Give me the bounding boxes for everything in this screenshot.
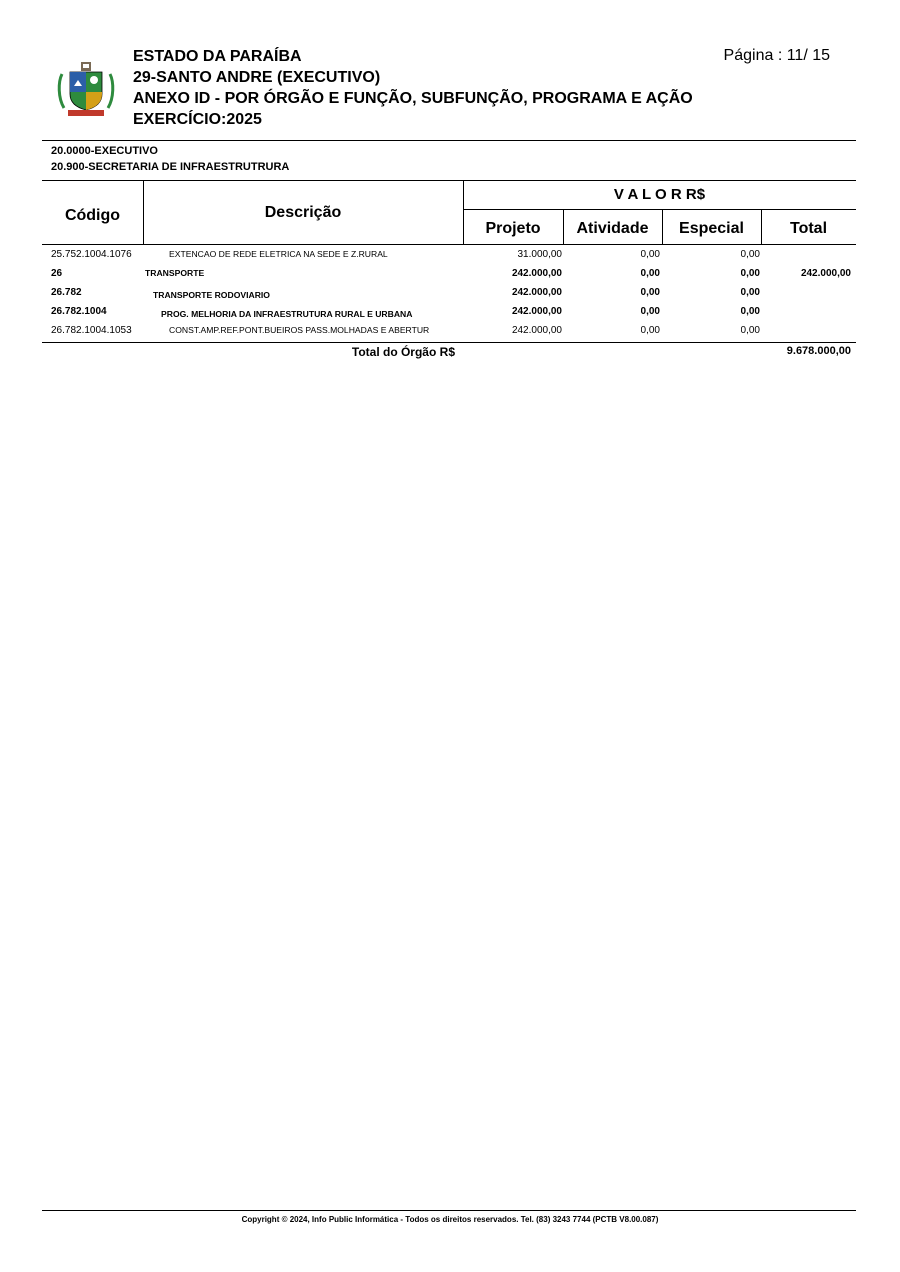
row-total: 242.000,00	[800, 268, 851, 279]
row-description: PROG. MELHORIA DA INFRAESTRUTURA RURAL E URBANA	[161, 309, 413, 319]
row-code: 26	[51, 268, 63, 279]
table-row	[0, 264, 900, 283]
column-header-especial: Especial	[679, 220, 744, 237]
row-especial: 0,00	[740, 325, 760, 336]
column-header-total: Total	[789, 220, 828, 237]
column-header-valor: V A L O R R$	[613, 186, 706, 203]
page-number: Página : 11/ 15	[723, 47, 830, 64]
row-projeto: 31.000,00	[517, 249, 562, 260]
report-title: ANEXO ID - POR ÓRGÃO E FUNÇÃO, SUBFUNÇÃO, PROGRAMA E AÇÃO	[133, 90, 693, 107]
column-header-descricao: Descrição	[264, 204, 342, 221]
row-especial: 0,00	[740, 287, 760, 298]
entity-title: 29-SANTO ANDRE (EXECUTIVO)	[133, 69, 381, 86]
row-projeto: 242.000,00	[511, 287, 562, 298]
column-header-atividade: Atividade	[576, 220, 649, 237]
coat-of-arms-logo	[56, 60, 116, 120]
row-projeto: 242.000,00	[511, 325, 562, 336]
org-unit: 20.0000-EXECUTIVO	[51, 145, 158, 157]
row-code: 25.752.1004.1076	[51, 249, 132, 260]
footer-divider	[42, 1210, 856, 1211]
total-value: 9.678.000,00	[786, 345, 851, 357]
table-row	[0, 283, 900, 302]
copyright-footer: Copyright © 2024, Info Public Informática - Todos os direitos reservados. Tel. (83) 3243 7744 (PCTB V8.00.087)	[241, 1215, 659, 1224]
table-row	[0, 321, 900, 340]
row-code: 26.782	[51, 287, 82, 298]
header-divider	[42, 140, 856, 141]
row-description: CONST.AMP.REF.PONT.BUEIROS PASS.MOLHADAS E ABERTUR	[169, 325, 430, 335]
column-header-codigo: Código	[64, 207, 121, 224]
row-especial: 0,00	[740, 306, 760, 317]
org-department: 20.900-SECRETARIA DE INFRAESTRUTRURA	[51, 161, 290, 173]
row-especial: 0,00	[740, 268, 760, 279]
total-label: Total do Órgão R$	[351, 345, 455, 359]
row-projeto: 242.000,00	[511, 268, 562, 279]
row-atividade: 0,00	[640, 268, 660, 279]
table-row	[0, 302, 900, 321]
row-code: 26.782.1004.1053	[51, 325, 132, 336]
row-projeto: 242.000,00	[511, 306, 562, 317]
table-row	[0, 245, 900, 264]
row-description: EXTENCAO DE REDE ELETRICA NA SEDE E Z.RURAL	[169, 249, 388, 259]
row-atividade: 0,00	[640, 287, 660, 298]
state-title: ESTADO DA PARAÍBA	[133, 48, 302, 65]
table-bottom-rule	[42, 342, 856, 343]
column-header-projeto: Projeto	[485, 220, 541, 237]
fiscal-year: EXERCÍCIO:2025	[133, 111, 262, 128]
row-atividade: 0,00	[640, 325, 660, 336]
row-atividade: 0,00	[640, 249, 660, 260]
row-especial: 0,00	[740, 249, 760, 260]
row-description: TRANSPORTE	[145, 268, 205, 278]
row-code: 26.782.1004	[51, 306, 107, 317]
row-atividade: 0,00	[640, 306, 660, 317]
row-description: TRANSPORTE RODOVIARIO	[153, 290, 270, 300]
